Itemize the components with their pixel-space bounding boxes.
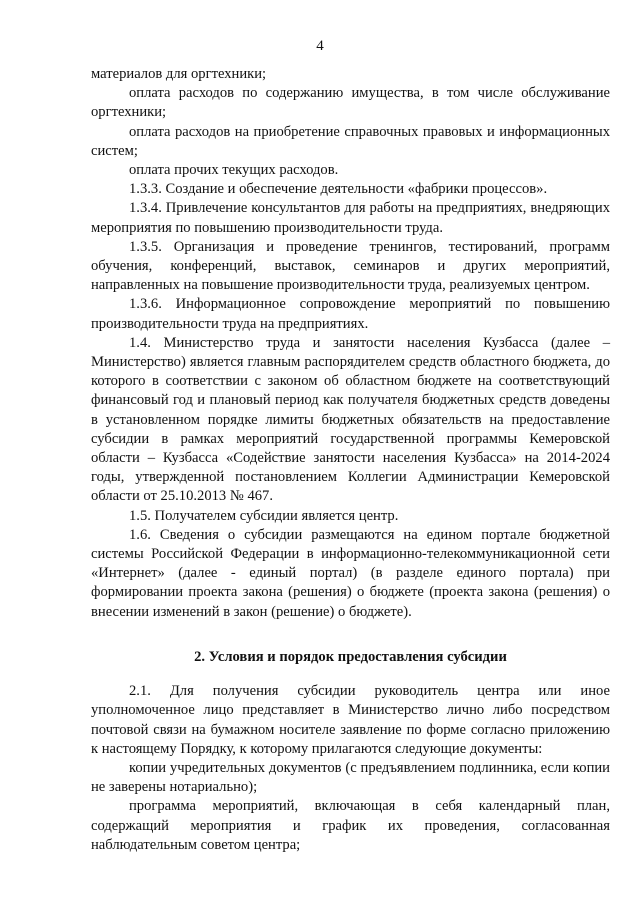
- paragraph-event-program: программа мероприятий, включающая в себя календарный план, содержащий мероприятия и график их проведения, согласованная наблюдательным советом центра;: [91, 798, 610, 853]
- paragraph-founding-documents: копии учредительных документов (с предъявлением подлинника, если копии не заверены нотариально);: [91, 759, 610, 796]
- document-body: [91, 65, 610, 855]
- page-number: 4: [316, 38, 324, 54]
- paragraph-materials: материалов для оргтехники;: [91, 66, 267, 82]
- paragraph-property-maintenance: оплата расходов по содержанию имущества, в том числе обслуживание оргтехники;: [91, 85, 610, 121]
- paragraph-1-3-4: 1.3.4. Привлечение консультантов для работы на предприятиях, внедряющих мероприятия по повышению производительности труда.: [91, 200, 610, 236]
- paragraph-2-1: 2.1. Для получения субсидии руководитель центра или иное уполномоченное лицо представляет в Министерство лично либо посредством почтовой связи на бумажном носителе заявление по форме согласно приложению к настоящему Порядку, к которому прилагаются следующие документы:: [91, 683, 610, 757]
- paragraph-1-3-3: 1.3.3. Создание и обеспечение деятельности «фабрики процессов».: [129, 181, 548, 198]
- paragraph-legal-systems: оплата расходов на приобретение справочных правовых и информационных систем;: [91, 123, 610, 159]
- paragraph-1-6: 1.6. Сведения о субсидии размещаются на едином портале бюджетной системы Российской Федерации в информационно-телекоммуникационной сети «Интернет» (далее - единый портал) (в разделе единого портала) при формировании проекта закона (решения) о бюджете (проекта закона (решения) о внесении изменений в закон (решение) о бюджете).: [91, 526, 610, 620]
- paragraph-1-3-6: 1.3.6. Информационное сопровождение мероприятий по повышению производительности труда на предприятиях.: [91, 296, 610, 332]
- paragraph-1-5: 1.5. Получателем субсидии является центр.: [129, 507, 399, 524]
- paragraph-1-3-5: 1.3.5. Организация и проведение тренингов, тестирований, программ обучения, конференций, выставок, семинаров и других мероприятий, направленных на повышение производительности труда, реализуемых центром.: [91, 238, 610, 294]
- paragraph-1-4: 1.4. Министерство труда и занятости населения Кузбасса (далее – Министерство) является главным распорядителем средств областного бюджета, до которого в соответствии с законом об областном бюджете на соответствующий финансовый год и плановый период как получателя бюджетных средств доведены в установленном порядке лимиты бюджетных обязательств на предоставление субсидии в рамках мероприятий государственной программы Кемеровской области – Кузбасса «Содействие занятости населения Кузбасса» на 2014-2024 годы, утвержденной постановлением Коллегии Администрации Кемеровской области от 25.10.2013 № 467.: [91, 334, 610, 505]
- section-heading: 2. Условия и порядок предоставления субсидии: [194, 648, 507, 665]
- paragraph-other-expenses: оплата прочих текущих расходов.: [129, 162, 339, 179]
